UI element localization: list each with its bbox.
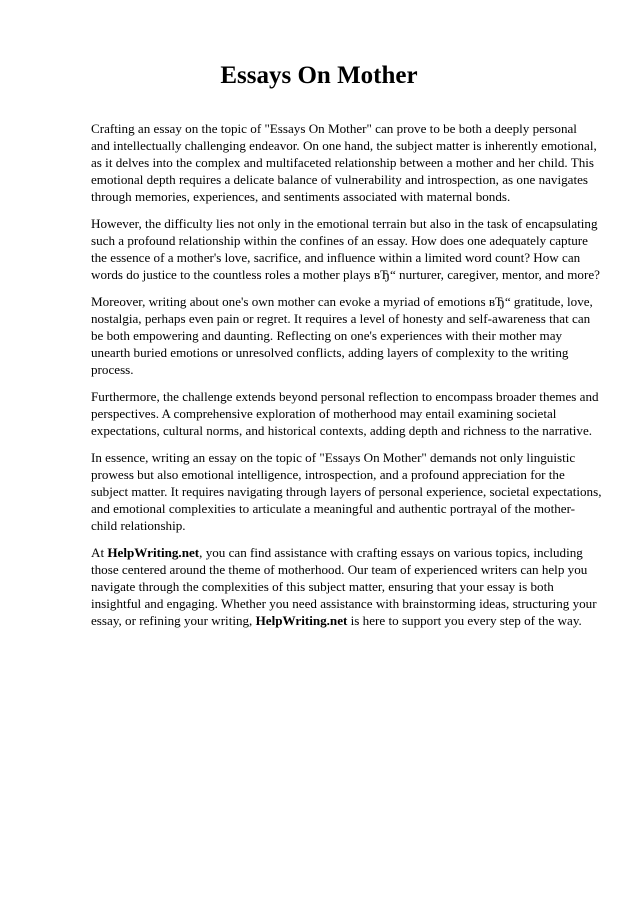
- text-line: and emotional complexities to articulate a meaningful and authentic portrayal of the mother-: [91, 501, 576, 516]
- text-line: navigate through the complexities of this subject matter, ensuring that your essay is both: [91, 579, 554, 594]
- text-line: Moreover, writing about one's own mother can evoke a myriad of emotions вЂ“ gratitude, love,: [91, 294, 593, 309]
- document-title: Essays On Mother: [220, 62, 418, 89]
- text-line: process.: [91, 362, 134, 377]
- paragraph-5: [91, 449, 611, 534]
- text-line: be both empowering and daunting. Reflecting on one's experiences with their mother may: [91, 328, 563, 343]
- text-line: subject matter. It requires navigating through layers of personal experience, societal expectations,: [91, 484, 602, 499]
- text-line: those centered around the theme of motherhood. Our team of experienced writers can help you: [91, 562, 588, 577]
- closing-last-prefix: essay, or refining your writing,: [91, 613, 256, 628]
- closing-paragraph: [91, 544, 611, 629]
- text-line: insightful and engaging. Whether you need assistance with brainstorming ideas, structuring your: [91, 596, 597, 611]
- text-line: In essence, writing an essay on the topic of "Essays On Mother" demands not only linguistic: [91, 450, 576, 465]
- paragraph-2: [91, 215, 611, 283]
- helpwriting-link[interactable]: HelpWriting.net: [107, 545, 200, 560]
- closing-suffix: , you can find assistance with crafting essays on various topics, including: [199, 545, 583, 560]
- text-line: However, the difficulty lies not only in the emotional terrain but also in the task of encapsulating: [91, 216, 598, 231]
- text-line: [91, 544, 611, 561]
- text-line: nostalgia, perhaps even pain or regret. It requires a level of honesty and self-awareness that can: [91, 311, 591, 326]
- text-line: as it delves into the complex and multifaceted relationship between a mother and her child. This: [91, 155, 594, 170]
- text-line: through memories, experiences, and sentiments associated with maternal bonds.: [91, 189, 511, 204]
- text-line: the essence of a mother's love, sacrifice, and influence within a limited word count? How can: [91, 250, 581, 265]
- paragraph-4: [91, 388, 611, 439]
- text-line: words do justice to the countless roles a mother plays вЂ“ nurturer, caregiver, mentor, and more?: [91, 267, 600, 282]
- paragraph-1: [91, 120, 611, 205]
- text-line: [91, 612, 611, 629]
- document-body: [91, 120, 611, 639]
- text-line: child relationship.: [91, 518, 186, 533]
- paragraph-3: [91, 293, 611, 378]
- text-line: prowess but also emotional intelligence, introspection, and a profound appreciation for the: [91, 467, 565, 482]
- closing-last-suffix: is here to support you every step of the way.: [350, 613, 582, 628]
- text-line: perspectives. A comprehensive exploration of motherhood may entail examining societal: [91, 406, 557, 421]
- text-line: emotional depth requires a delicate balance of vulnerability and introspection, as one navigates: [91, 172, 589, 187]
- text-line: Crafting an essay on the topic of "Essays On Mother" can prove to be both a deeply personal: [91, 121, 577, 136]
- text-line: unearth buried emotions or unresolved conflicts, adding layers of complexity to the writing: [91, 345, 569, 360]
- helpwriting-link[interactable]: HelpWriting.net: [255, 613, 348, 628]
- text-line: such a profound relationship within the confines of an essay. How does one adequately capture: [91, 233, 588, 248]
- text-line: expectations, cultural norms, and historical contexts, adding depth and richness to the narrative.: [91, 423, 593, 438]
- closing-prefix: At: [91, 545, 108, 560]
- text-line: Furthermore, the challenge extends beyond personal reflection to encompass broader themes and: [91, 389, 599, 404]
- text-line: and intellectually challenging endeavor. On one hand, the subject matter is inherently emotional,: [91, 138, 597, 153]
